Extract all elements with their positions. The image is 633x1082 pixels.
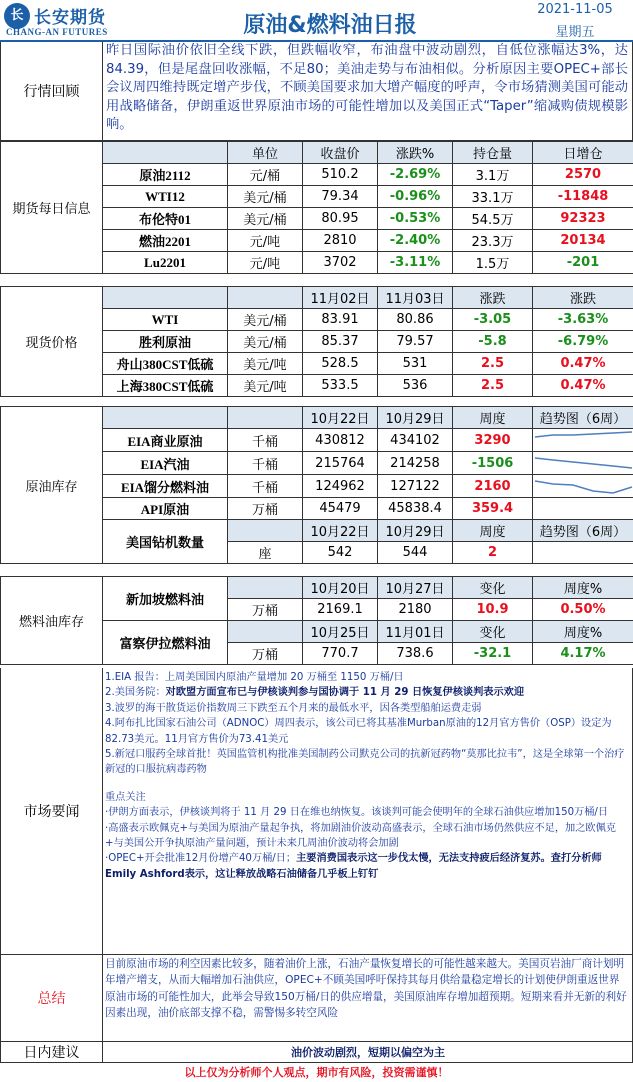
futures-header-row: [1, 142, 633, 164]
report-date: 2021-11-05: [537, 2, 613, 17]
spot-name: 上海380CST低硫: [103, 375, 228, 397]
inv-wk: 2160: [453, 475, 533, 498]
trend-sparkline-icon: [533, 452, 633, 474]
inv-col-d1: 10月22日: [303, 407, 378, 429]
news-body: [105, 670, 629, 882]
futures-unit: 元/桶: [228, 164, 303, 186]
spot-d1: 528.5: [303, 353, 378, 375]
inv-unit: 千桶: [228, 452, 303, 475]
news-item: 5.新冠口服药全球首批！英国监管机构批准美国制药公司默克公司的抗新冠药物“莫那比拉韦”，这是全球第一个治疗新冠的口服抗病毒药物: [105, 749, 625, 776]
focus-title: 重点关注: [105, 791, 146, 803]
futures-close: 510.2: [303, 164, 378, 186]
fuel-table: [0, 576, 633, 665]
fuel-fj-d2: 738.6: [378, 643, 453, 665]
spot-name: 胜利原油: [103, 331, 228, 353]
spot-chg: -3.05: [453, 309, 533, 331]
inv-col-wk: 周度: [453, 407, 533, 429]
summary-label: 总结: [1, 955, 103, 1041]
review-text: 昨日国际油价依旧全线下跌，但跌幅收窄，布油盘中波动剧烈，自低位涨幅达3%，达84.39，但是尾盘回收涨幅，不足80；美油走势与布油相似。分析原因主要OPEC+部长会议周四维持既定增产步伐，不顾美国要求加大增产幅度的呼声，令市场猜测美国可能动用战略储备，伊朗重返世界原油市场的可能性增加以及美国正式“Taper”缩减购债规模影响。: [106, 43, 628, 132]
rig-unit: 座: [228, 542, 303, 564]
futures-add: 2570: [533, 164, 633, 186]
news-label: 市场要闻: [1, 668, 103, 954]
inv-name: API原油: [103, 498, 228, 520]
futures-add: -201: [533, 252, 633, 274]
spot-d2: 531: [378, 353, 453, 375]
focus-item: ·OPEC+开会批准12月份增产40万桶/日；主要消费国表示这一步伐太慢，无法支持疲后经济复苏。査打分析师Emily Ashford表示，这让释放战略石油储备几乎板上钉钉: [105, 853, 602, 880]
spot-unit: 美元/桶: [228, 331, 303, 353]
futures-oi: 23.3万: [453, 230, 533, 252]
inv-name: EIA馏分燃料油: [103, 475, 228, 498]
inv-col-trend: 趋势图（6周）: [533, 407, 633, 429]
futures-unit: 美元/桶: [228, 186, 303, 208]
futures-name: 布伦特01: [103, 208, 228, 230]
inventory-table: [0, 406, 633, 564]
fuel-sg-col-d1: 10月20日: [303, 577, 378, 599]
trend-sparkline: [533, 452, 633, 475]
logo-en: CHANG-AN FUTURES: [6, 27, 108, 37]
inv-d2: 45838.4: [378, 498, 453, 520]
fuel-sg-d1: 2169.1: [303, 599, 378, 621]
spot-header-row: [1, 287, 633, 309]
spot-label: 现货价格: [1, 287, 103, 397]
review-section: [0, 42, 633, 141]
spot-unit: 美元/吨: [228, 375, 303, 397]
spot-unit: 美元/吨: [228, 353, 303, 375]
futures-col-oi: 持仓量: [453, 142, 533, 164]
spot-d2: 80.86: [378, 309, 453, 331]
report-weekday: 星期五: [555, 25, 595, 40]
spot-col-chg: 涨跌: [453, 287, 533, 309]
futures-oi: 54.5万: [453, 208, 533, 230]
advice-text: 油价波动剧烈，短期以偏空为主: [291, 1046, 445, 1059]
futures-close: 79.34: [303, 186, 378, 208]
futures-name: 燃油2201: [103, 230, 228, 252]
fuel-label: 燃料油库存: [1, 577, 103, 665]
spot-d1: 533.5: [303, 375, 378, 397]
futures-col-unit: 单位: [228, 142, 303, 164]
futures-name: WTI12: [103, 186, 228, 208]
fuel-fj-name: 富察伊拉燃料油: [103, 621, 228, 665]
spot-d1: 83.91: [303, 309, 378, 331]
rig-col-trend: 趋势图（6周）: [533, 520, 633, 542]
spot-chg: -5.8: [453, 331, 533, 353]
futures-unit: 元/吨: [228, 252, 303, 274]
news-item: 1.EIA 报告：上周美国国内原油产量增加 20 万桶至 1150 万桶/日: [105, 672, 404, 683]
futures-chg: -3.11%: [378, 252, 453, 274]
futures-unit: 元/吨: [228, 230, 303, 252]
futures-chg: -0.96%: [378, 186, 453, 208]
spot-unit: 美元/桶: [228, 309, 303, 331]
fuel-sg-chg: 10.9: [453, 599, 533, 621]
spot-pct: 0.47%: [533, 375, 633, 397]
spot-chg: 2.5: [453, 353, 533, 375]
futures-chg: -2.40%: [378, 230, 453, 252]
spot-col-d1: 11月02日: [303, 287, 378, 309]
inv-unit: 千桶: [228, 429, 303, 452]
fuel-header-row: [1, 577, 633, 599]
rig-col-wk: 周度: [453, 520, 533, 542]
inv-wk: -1506: [453, 452, 533, 475]
futures-chg: -2.69%: [378, 164, 453, 186]
futures-col-close: 收盘价: [303, 142, 378, 164]
inv-d1: 215764: [303, 452, 378, 475]
futures-oi: 33.1万: [453, 186, 533, 208]
advice-label: 日内建议: [1, 1042, 103, 1062]
fuel-fj-col-d2: 11月01日: [378, 621, 453, 643]
rig-wk: 2: [453, 542, 533, 564]
futures-table: [0, 141, 633, 274]
fuel-sg-unit: 万桶: [228, 599, 303, 621]
inv-wk: 359.4: [453, 498, 533, 520]
inv-col-d2: 10月29日: [378, 407, 453, 429]
futures-chg: -0.53%: [378, 208, 453, 230]
futures-close: 3702: [303, 252, 378, 274]
inv-wk: 3290: [453, 429, 533, 452]
futures-name: Lu2201: [103, 252, 228, 274]
inventory-label: 原油库存: [1, 407, 103, 564]
fuel-fj-unit: 万桶: [228, 643, 303, 665]
page-header: [0, 0, 633, 42]
fuel-sg-col-d2: 10月27日: [378, 577, 453, 599]
futures-close: 80.95: [303, 208, 378, 230]
trend-sparkline: [533, 429, 633, 452]
trend-sparkline-icon: [533, 475, 633, 497]
futures-name: 原油2112: [103, 164, 228, 186]
logo-mark-icon: 长: [4, 3, 30, 29]
spot-col-pct: 涨跌: [533, 287, 633, 309]
futures-oi: 1.5万: [453, 252, 533, 274]
inv-d1: 430812: [303, 429, 378, 452]
rig-col-d1: 10月22日: [303, 520, 378, 542]
fuel-sg-pct: 0.50%: [533, 599, 633, 621]
report-title: 原油&燃料油日报: [243, 13, 417, 38]
futures-add: -11848: [533, 186, 633, 208]
brand-logo: [4, 3, 158, 37]
advice-section: [0, 1042, 633, 1063]
fuel-fj-chg: -32.1: [453, 643, 533, 665]
focus-item: ·高盛表示欧佩克+与美国为原油产量起争执，将加剧油价波动高盛表示，全球石油市场仍然供应不足，加之欧佩克+与美国公开争执原油产量问题，预计未来几周油价波动将会加剧: [105, 822, 616, 850]
inv-d2: 127122: [378, 475, 453, 498]
spot-chg: 2.5: [453, 375, 533, 397]
spot-pct: -3.63%: [533, 309, 633, 331]
inv-name: EIA商业原油: [103, 429, 228, 452]
fuel-fj-pct: 4.17%: [533, 643, 633, 665]
futures-add: 20134: [533, 230, 633, 252]
logo-cn: 长安期货: [34, 8, 106, 28]
spot-pct: 0.47%: [533, 353, 633, 375]
spot-d1: 85.37: [303, 331, 378, 353]
news-item: 3.波罗的海干散货运价指数周三下跌至五个月来的最低水平，因各类型船舶运费走弱: [105, 702, 482, 714]
fuel-sg-name: 新加坡燃料油: [103, 577, 228, 621]
summary-section: [0, 955, 633, 1042]
inv-name: EIA汽油: [103, 452, 228, 475]
trend-sparkline: [533, 542, 633, 564]
futures-label: 期货每日信息: [1, 142, 103, 274]
spot-d2: 536: [378, 375, 453, 397]
fuel-fj-col-chg: 变化: [453, 621, 533, 643]
fuel-fj-col-pct: 周度%: [533, 621, 633, 643]
summary-text: 目前原油市场的利空因素比较多，随着油价上涨，石油产量恢复增长的可能性越来越大。美国页岩油厂商计划明年增产增支，从而大幅增加石油供应，OPEC+不顾美国呼吁保持其每月供给量稳定增长的计划使伊朗重返世界原油市场的可能性加大，此举会导致150万桶/日的供应增量，美国原油库存增加超预期。短期来看并无新的利好因素出现，油价底部支撑不稳，需警惕多转空风险: [105, 958, 627, 1020]
rig-name: 美国钻机数量: [103, 520, 228, 564]
fuel-sg-col-chg: 变化: [453, 577, 533, 599]
disclaimer: 以上仅为分析师个人观点，期市有风险，投资需谨慎！: [184, 1066, 449, 1079]
rig-col-d2: 10月29日: [378, 520, 453, 542]
trend-sparkline-icon: [533, 429, 633, 451]
futures-close: 2810: [303, 230, 378, 252]
spot-d2: 79.57: [378, 331, 453, 353]
fuel-sg-d2: 2180: [378, 599, 453, 621]
fuel-sg-col-pct: 周度%: [533, 577, 633, 599]
rig-d1: 542: [303, 542, 378, 564]
spot-col-d2: 11月03日: [378, 287, 453, 309]
news-item: 4.阿布扎比国家石油公司（ADNOC）周四表示，该公司已将其基准Murban原油的12月官方售价（OSP）设定为82.73美元。11月官方售价为73.41美元: [105, 718, 612, 745]
futures-add: 92323: [533, 208, 633, 230]
inv-d2: 214258: [378, 452, 453, 475]
futures-col-chg: 涨跌%: [378, 142, 453, 164]
rig-d2: 544: [378, 542, 453, 564]
inv-unit: 千桶: [228, 475, 303, 498]
inv-d1: 45479: [303, 498, 378, 520]
trend-sparkline: [533, 498, 633, 520]
fuel-fj-col-d1: 10月25日: [303, 621, 378, 643]
spot-table: [0, 286, 633, 397]
spot-name: WTI: [103, 309, 228, 331]
focus-item: ·伊朗方面表示，伊核谈判将于 11 月 29 日在维也纳恢复。该谈判可能会使明年的全球石油供应增加150万桶/日: [105, 807, 609, 819]
spot-name: 舟山380CST低硫: [103, 353, 228, 375]
inv-d2: 434102: [378, 429, 453, 452]
news-item: 2.美国务院：对欧盟方面宣布已与伊核谈判参与国协调于 11 月 29 日恢复伊核谈判表示欢迎: [105, 687, 525, 699]
spot-pct: -6.79%: [533, 331, 633, 353]
news-section: [0, 668, 633, 955]
review-label: 行情回顾: [1, 42, 103, 140]
fuel-fj-d1: 770.7: [303, 643, 378, 665]
futures-col-add: 日增仓: [533, 142, 633, 164]
futures-unit: 美元/桶: [228, 208, 303, 230]
futures-oi: 3.1万: [453, 164, 533, 186]
inv-d1: 124962: [303, 475, 378, 498]
trend-sparkline: [533, 475, 633, 498]
inventory-header-row: [1, 407, 633, 429]
inv-unit: 万桶: [228, 498, 303, 520]
